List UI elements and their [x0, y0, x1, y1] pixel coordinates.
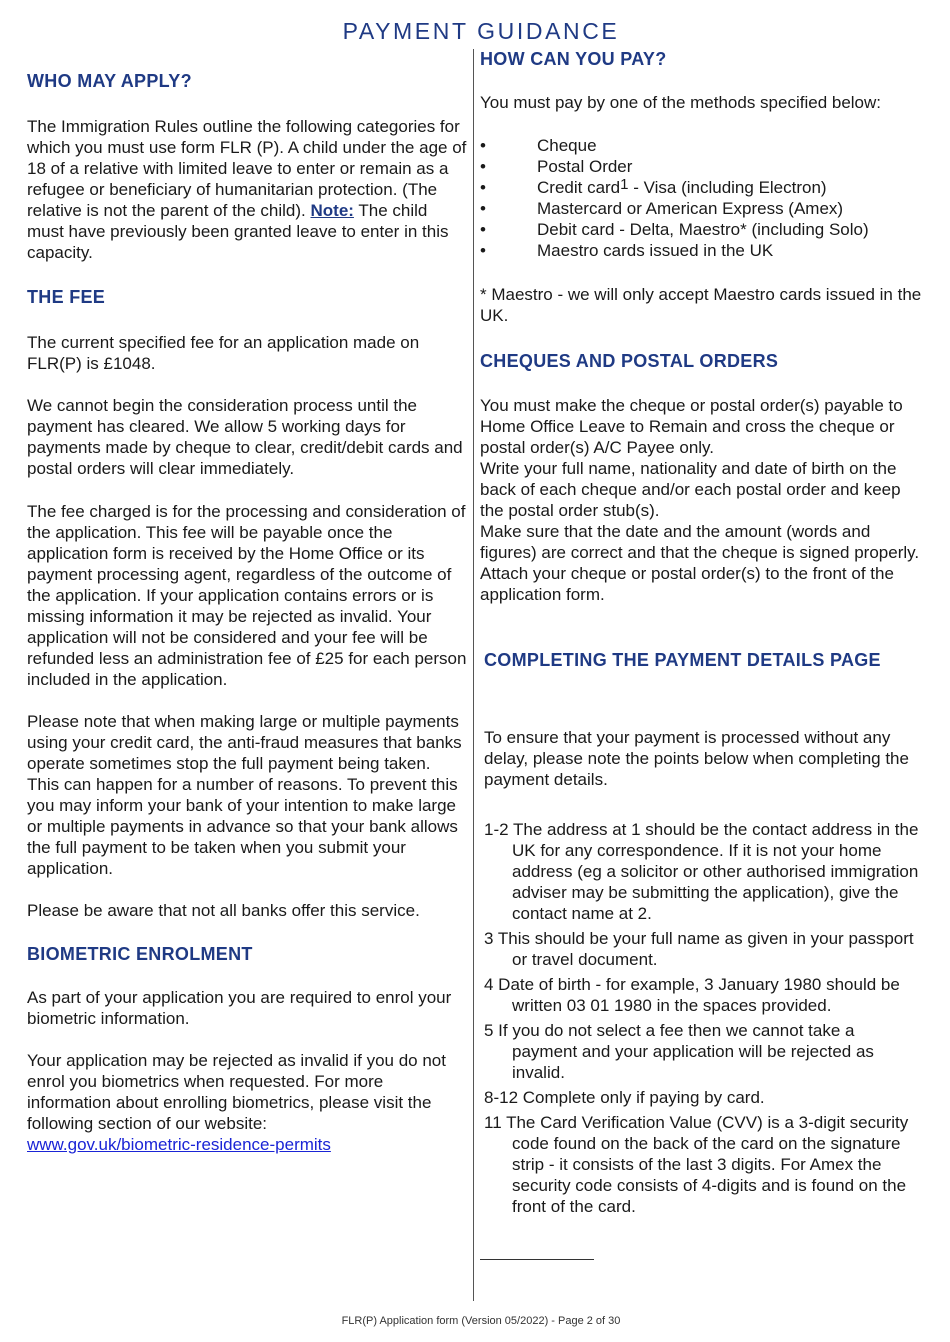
cheques-heading: CHEQUES AND POSTAL ORDERS — [480, 351, 779, 371]
list-item: • Postal Order — [480, 156, 925, 177]
page-footer: FLR(P) Application form (Version 05/2022) - Page 2 of 30 — [341, 1315, 621, 1327]
list-item — [480, 177, 925, 198]
biometric-paragraph-1: As part of your application you are required to enrol your biometric information. — [27, 988, 452, 1028]
list-item: 8-12 Complete only if paying by card. — [484, 1088, 765, 1107]
completing-intro: To ensure that your payment is processed without any delay, please note the points below when completing the payment details. — [484, 728, 909, 789]
cheques-paragraph-1: You must make the cheque or postal order(s) payable to Home Office Leave to Remain and cross the cheque or postal order(s) A/C Payee only. — [480, 396, 903, 457]
who-may-apply-body: The Immigration Rules outline the following categories for which you must use form FLR (P). A child under the age of 18 of a relative with limited leave to enter or remain as a refugee or beneficiary of humanitarian protection. (The relative is not the parent of the child). — [27, 117, 467, 220]
page-title: PAYMENT GUIDANCE — [342, 18, 620, 44]
fee-heading: THE FEE — [27, 287, 106, 307]
footnote-rule — [480, 1259, 594, 1260]
credit-card-label: Credit card — [537, 178, 621, 197]
maestro-note: * Maestro - we will only accept Maestro cards issued in the UK. — [480, 285, 922, 325]
footnote-marker: 1 — [620, 176, 629, 193]
who-may-apply-heading: WHO MAY APPLY? — [27, 71, 192, 91]
note-text: The child must have previously been granted leave to enter in this capacity. — [27, 201, 449, 262]
completing-heading: COMPLETING THE PAYMENT DETAILS PAGE — [484, 650, 881, 670]
payment-methods-list — [480, 135, 925, 261]
who-may-apply-section — [27, 69, 467, 93]
list-item: • Maestro cards issued in the UK — [480, 240, 925, 261]
list-item: 4 Date of birth - for example, 3 January 1980 should be written 03 01 1980 in the spaces provided. — [484, 975, 900, 1015]
biometric-paragraph-2: Your application may be rejected as invalid if you do not enrol you biometrics when requested. For more information about enrolling biometrics, please visit the following section of our website: — [27, 1051, 446, 1133]
biometric-permits-link[interactable]: www.gov.uk/biometric-residence-permits — [27, 1135, 331, 1154]
biometric-heading: BIOMETRIC ENROLMENT — [27, 944, 253, 964]
list-item: • Debit card - Delta, Maestro* (including Solo) — [480, 219, 925, 240]
pay-intro: You must pay by one of the methods specified below: — [480, 93, 882, 112]
how-can-you-pay-heading: HOW CAN YOU PAY? — [480, 49, 667, 69]
list-item: 5 If you do not select a fee then we cannot take a payment and your application will be rejected as invalid. — [484, 1021, 874, 1082]
cheques-paragraph-4: Attach your cheque or postal order(s) to the front of the application form. — [480, 564, 894, 604]
cheques-paragraph-3: Make sure that the date and the amount (words and figures) are correct and that the cheque is signed properly. — [480, 522, 920, 562]
note-label: Note: — [310, 201, 354, 220]
cheques-paragraph-2: Write your full name, nationality and date of birth on the back of each cheque and/or each postal order and keep the postal order stub(s). — [480, 459, 901, 520]
list-item: 11 The Card Verification Value (CVV) is a 3-digit security code found on the back of the card on the signature strip - it consists of the last 3 digits. For Amex the security code consists of 4-digits and is found on the front of the card. — [484, 1113, 909, 1216]
payment-details-points — [484, 819, 924, 1217]
column-divider — [473, 49, 474, 1301]
fee-paragraph-3: The fee charged is for the processing and consideration of the application. This fee will be payable once the application form is received by the Home Office or its payment processing agent, regardless of the outcome of the application. If your application contains errors or is missing information it may be rejected as invalid. Your application will not be considered and your fee will be refunded less an administration fee of £25 for each person included in the application. — [27, 502, 467, 689]
who-may-apply-text — [27, 116, 467, 263]
fee-paragraph-1: The current specified fee for an application made on FLR(P) is £1048. — [27, 333, 420, 373]
fee-paragraph-5: Please be aware that not all banks offer this service. — [27, 901, 420, 920]
list-item: 3 This should be your full name as given in your passport or travel document. — [484, 929, 914, 969]
fee-paragraph-2: We cannot begin the consideration process until the payment has cleared. We allow 5 working days for payments made by cheque to clear, credit/debit cards and postal orders will clear immediately. — [27, 396, 463, 478]
credit-card-detail: - Visa (including Electron) — [628, 178, 827, 197]
fee-paragraph-4: Please note that when making large or multiple payments using your credit card, the anti-fraud measures that banks operate sometimes stop the full payment being taken. This can happen for a number of reasons. To prevent this you may inform your bank of your intention to make large or multiple payments in advance so that your bank allows the full payment to be taken when you submit your application. — [27, 712, 462, 878]
list-item: • Cheque — [480, 135, 925, 156]
list-item: • Mastercard or American Express (Amex) — [480, 198, 925, 219]
list-item: 1-2 The address at 1 should be the contact address in the UK for any correspondence. If it is not your home address (eg a solicitor or other authorised immigration adviser may be submitting the application), give the contact name at 2. — [484, 820, 919, 923]
